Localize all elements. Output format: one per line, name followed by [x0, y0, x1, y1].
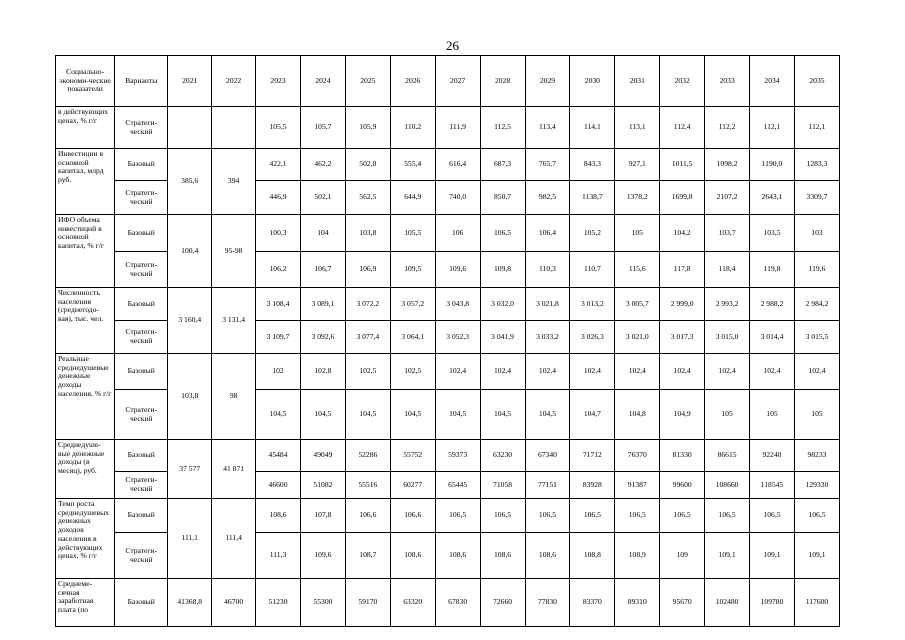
value-cell: 3 017,3	[660, 321, 705, 354]
value-cell: 462,2	[300, 149, 345, 181]
value-cell: 3 026,3	[570, 321, 615, 354]
value-cell: 111,9	[435, 107, 480, 149]
value-cell: 3 033,2	[525, 321, 570, 354]
value-cell: 112,1	[794, 107, 839, 149]
value-cell: 3 021,8	[525, 288, 570, 321]
value-cell: 102,5	[390, 354, 435, 390]
header-year: 2032	[660, 56, 705, 107]
value-cell: 63320	[390, 579, 435, 627]
value-cell: 616,4	[435, 149, 480, 181]
header-year: 2035	[794, 56, 839, 107]
shared-value-cell: 385,6	[168, 149, 212, 215]
shared-value-cell: 111,1	[168, 499, 212, 579]
value-cell: 102,4	[435, 354, 480, 390]
shared-value-cell: 100,4	[168, 215, 212, 288]
indicator-cell: Темп роста среднедушевых денежных доходов населения в действующих ценах, % г/г	[56, 499, 115, 579]
value-cell: 3 041,9	[480, 321, 525, 354]
value-cell: 103	[794, 215, 839, 252]
value-cell: 102,4	[794, 354, 839, 390]
header-row	[56, 56, 840, 107]
value-cell: 104,5	[525, 390, 570, 440]
value-cell: 81330	[660, 440, 705, 472]
value-cell: 1378,2	[615, 181, 660, 215]
value-cell: 105,5	[256, 107, 301, 149]
variant-cell: Стратеги-ческий	[115, 107, 168, 149]
value-cell: 644,9	[390, 181, 435, 215]
value-cell: 77830	[525, 579, 570, 627]
value-cell: 765,7	[525, 149, 570, 181]
value-cell: 3 057,2	[390, 288, 435, 321]
value-cell: 107,8	[300, 499, 345, 533]
value-cell: 3309,7	[794, 181, 839, 215]
value-cell: 102,4	[660, 354, 705, 390]
value-cell: 104,5	[390, 390, 435, 440]
value-cell: 106,5	[480, 215, 525, 252]
header-year: 2025	[345, 56, 390, 107]
value-cell: 83370	[570, 579, 615, 627]
value-cell: 3 005,7	[615, 288, 660, 321]
header-indicator: Социально-экономи-ческие показатели	[56, 56, 115, 107]
indicator-cell: Среднедуше-вые денежные доходы (в месяц), руб.	[56, 440, 115, 499]
value-cell: 104	[300, 215, 345, 252]
table-row	[56, 499, 840, 533]
shared-value-cell: 3 131,4	[212, 288, 256, 354]
value-cell: 105	[615, 215, 660, 252]
header-year: 2026	[390, 56, 435, 107]
value-cell: 109,6	[435, 252, 480, 288]
table-row	[56, 440, 840, 472]
value-cell: 108,6	[435, 533, 480, 579]
value-cell: 111,3	[256, 533, 301, 579]
value-cell: 117,8	[660, 252, 705, 288]
value-cell: 55300	[300, 579, 345, 627]
value-cell: 109	[660, 533, 705, 579]
value-cell: 67340	[525, 440, 570, 472]
value-cell: 99600	[660, 472, 705, 499]
header-year: 2029	[525, 56, 570, 107]
value-cell: 3 043,8	[435, 288, 480, 321]
value-cell: 83928	[570, 472, 615, 499]
shared-value-cell: 111,4	[212, 499, 256, 579]
value-cell: 104,2	[660, 215, 705, 252]
shared-value-cell: 98	[212, 354, 256, 440]
value-cell: 850,7	[480, 181, 525, 215]
value-cell: 104,5	[480, 390, 525, 440]
value-cell: 1699,8	[660, 181, 705, 215]
header-year: 2033	[705, 56, 750, 107]
value-cell: 446,9	[256, 181, 301, 215]
value-cell: 51230	[256, 579, 301, 627]
value-cell: 104,5	[256, 390, 301, 440]
value-cell: 119,8	[750, 252, 795, 288]
value-cell: 60277	[390, 472, 435, 499]
value-cell: 3 014,4	[750, 321, 795, 354]
value-cell: 113,4	[525, 107, 570, 149]
value-cell: 106,5	[615, 499, 660, 533]
shared-value-cell: 41 871	[212, 440, 256, 499]
value-cell: 106,5	[750, 499, 795, 533]
value-cell: 105,9	[345, 107, 390, 149]
value-cell: 106,5	[525, 499, 570, 533]
indicator-cell: в действующих ценах, % г/г	[56, 107, 115, 149]
value-cell: 3 108,4	[256, 288, 301, 321]
value-cell: 105	[750, 390, 795, 440]
variant-cell: Базовый	[115, 440, 168, 472]
shared-value-cell: 394	[212, 149, 256, 215]
value-cell: 1098,2	[705, 149, 750, 181]
variant-cell: Базовый	[115, 579, 168, 627]
value-cell: 106,9	[345, 252, 390, 288]
value-cell: 3 092,6	[300, 321, 345, 354]
value-cell: 108,7	[345, 533, 390, 579]
value-cell: 103,8	[345, 215, 390, 252]
value-cell: 108,8	[570, 533, 615, 579]
value-cell: 72660	[480, 579, 525, 627]
variant-cell: Стратеги-ческий	[115, 252, 168, 288]
value-cell: 109,8	[480, 252, 525, 288]
value-cell: 67830	[435, 579, 480, 627]
value-cell: 562,5	[345, 181, 390, 215]
value-cell: 1190,0	[750, 149, 795, 181]
value-cell: 106,6	[345, 499, 390, 533]
value-cell: 102,4	[480, 354, 525, 390]
value-cell: 104,9	[660, 390, 705, 440]
value-cell: 110,3	[525, 252, 570, 288]
value-cell: 104,5	[345, 390, 390, 440]
value-cell: 106,5	[435, 499, 480, 533]
value-cell: 106,5	[794, 499, 839, 533]
header-variant: Варианты	[115, 56, 168, 107]
value-cell: 108,9	[615, 533, 660, 579]
value-cell: 2107,2	[705, 181, 750, 215]
value-cell: 109,5	[390, 252, 435, 288]
value-cell: 100,3	[256, 215, 301, 252]
value-cell: 92240	[750, 440, 795, 472]
value-cell: 103,5	[750, 215, 795, 252]
value-cell: 109,1	[705, 533, 750, 579]
value-cell: 65445	[435, 472, 480, 499]
value-cell: 103,7	[705, 215, 750, 252]
page-number: 26	[446, 38, 459, 53]
value-cell: 45484	[256, 440, 301, 472]
value-cell: 109,6	[300, 533, 345, 579]
value-cell: 109780	[750, 579, 795, 627]
value-cell: 502,8	[345, 149, 390, 181]
variant-cell: Базовый	[115, 149, 168, 181]
header-year: 2022	[212, 56, 256, 107]
header-year: 2027	[435, 56, 480, 107]
value-cell: 52286	[345, 440, 390, 472]
value-cell: 46700	[212, 579, 256, 627]
value-cell: 112,5	[480, 107, 525, 149]
value-cell: 76370	[615, 440, 660, 472]
value-cell: 41368,8	[168, 579, 212, 627]
value-cell: 3 032,0	[480, 288, 525, 321]
value-cell: 104,7	[570, 390, 615, 440]
value-cell: 51082	[300, 472, 345, 499]
value-cell: 740,0	[435, 181, 480, 215]
value-cell: 102,4	[705, 354, 750, 390]
value-cell: 982,5	[525, 181, 570, 215]
indicator-cell: Среднеме-сячная заработная плата (по	[56, 579, 115, 627]
variant-cell: Стратеги-ческий	[115, 533, 168, 579]
value-cell: 105,5	[390, 215, 435, 252]
variant-cell: Стратеги-ческий	[115, 472, 168, 499]
indicators-table	[55, 55, 840, 627]
value-cell: 3 015,0	[705, 321, 750, 354]
value-cell: 102,4	[615, 354, 660, 390]
value-cell: 3 021,0	[615, 321, 660, 354]
value-cell: 113,1	[615, 107, 660, 149]
value-cell: 89310	[615, 579, 660, 627]
table-row	[56, 288, 840, 321]
value-cell: 687,3	[480, 149, 525, 181]
indicator-cell: Реальные среднедушевые денежные доходы населения, % г/г	[56, 354, 115, 440]
header-year: 2024	[300, 56, 345, 107]
variant-cell: Базовый	[115, 215, 168, 252]
value-cell: 104,8	[615, 390, 660, 440]
value-cell: 112,2	[705, 107, 750, 149]
value-cell: 55516	[345, 472, 390, 499]
value-cell: 91387	[615, 472, 660, 499]
header-year: 2028	[480, 56, 525, 107]
value-cell: 106,5	[705, 499, 750, 533]
variant-cell: Базовый	[115, 499, 168, 533]
value-cell: 502,1	[300, 181, 345, 215]
value-cell: 102,8	[300, 354, 345, 390]
value-cell: 843,3	[570, 149, 615, 181]
value-cell: 86615	[705, 440, 750, 472]
value-cell: 1011,5	[660, 149, 705, 181]
value-cell: 59373	[435, 440, 480, 472]
indicator-cell: ИФО объема инвестиций в основной капитал, % г/г	[56, 215, 115, 288]
shared-value-cell: 103,8	[168, 354, 212, 440]
value-cell: 110,2	[390, 107, 435, 149]
value-cell: 49049	[300, 440, 345, 472]
value-cell: 105,7	[300, 107, 345, 149]
value-cell: 71058	[480, 472, 525, 499]
value-cell: 106,5	[570, 499, 615, 533]
value-cell: 55752	[390, 440, 435, 472]
value-cell: 3 109,7	[256, 321, 301, 354]
header-year: 2030	[570, 56, 615, 107]
variant-cell: Стратеги-ческий	[115, 181, 168, 215]
value-cell	[168, 107, 212, 149]
shared-value-cell: 95-98	[212, 215, 256, 288]
value-cell: 102,4	[525, 354, 570, 390]
value-cell: 102480	[705, 579, 750, 627]
value-cell: 105	[794, 390, 839, 440]
value-cell: 108,6	[256, 499, 301, 533]
value-cell: 3 015,5	[794, 321, 839, 354]
value-cell: 555,4	[390, 149, 435, 181]
value-cell: 2 999,0	[660, 288, 705, 321]
value-cell: 106,7	[300, 252, 345, 288]
value-cell: 108,6	[525, 533, 570, 579]
value-cell: 117600	[794, 579, 839, 627]
variant-cell: Базовый	[115, 288, 168, 321]
value-cell: 106,2	[256, 252, 301, 288]
variant-cell: Базовый	[115, 354, 168, 390]
value-cell: 98233	[794, 440, 839, 472]
value-cell: 109,1	[794, 533, 839, 579]
value-cell: 1138,7	[570, 181, 615, 215]
shared-value-cell: 3 160,4	[168, 288, 212, 354]
table-row	[56, 354, 840, 390]
value-cell: 3 064,1	[390, 321, 435, 354]
value-cell: 119,6	[794, 252, 839, 288]
value-cell: 108,6	[390, 533, 435, 579]
value-cell: 3 072,2	[345, 288, 390, 321]
value-cell: 102	[256, 354, 301, 390]
value-cell: 104,5	[435, 390, 480, 440]
value-cell: 106	[435, 215, 480, 252]
value-cell: 105,2	[570, 215, 615, 252]
value-cell: 3 089,1	[300, 288, 345, 321]
value-cell: 102,4	[570, 354, 615, 390]
value-cell: 77151	[525, 472, 570, 499]
table-row	[56, 215, 840, 252]
value-cell: 59170	[345, 579, 390, 627]
value-cell: 102,5	[345, 354, 390, 390]
value-cell: 104,5	[300, 390, 345, 440]
variant-cell: Стратеги-ческий	[115, 390, 168, 440]
shared-value-cell: 37 577	[168, 440, 212, 499]
value-cell: 106,5	[660, 499, 705, 533]
value-cell: 3 013,2	[570, 288, 615, 321]
value-cell: 102,4	[750, 354, 795, 390]
header-year: 2021	[168, 56, 212, 107]
value-cell: 106,5	[480, 499, 525, 533]
value-cell: 106,6	[390, 499, 435, 533]
header-year: 2023	[256, 56, 301, 107]
variant-cell: Стратеги-ческий	[115, 321, 168, 354]
table-row	[56, 579, 840, 627]
value-cell: 118545	[750, 472, 795, 499]
value-cell: 108660	[705, 472, 750, 499]
value-cell: 927,1	[615, 149, 660, 181]
value-cell: 2643,1	[750, 181, 795, 215]
value-cell: 110,7	[570, 252, 615, 288]
value-cell: 115,6	[615, 252, 660, 288]
value-cell: 2 988,2	[750, 288, 795, 321]
value-cell: 71712	[570, 440, 615, 472]
header-year: 2034	[750, 56, 795, 107]
table-row	[56, 149, 840, 181]
value-cell: 109,1	[750, 533, 795, 579]
value-cell: 105	[705, 390, 750, 440]
value-cell: 95670	[660, 579, 705, 627]
value-cell: 129330	[794, 472, 839, 499]
value-cell: 1283,3	[794, 149, 839, 181]
indicator-cell: Инвестиции в основной капитал, млрд руб.	[56, 149, 115, 215]
value-cell: 112,4	[660, 107, 705, 149]
value-cell: 422,1	[256, 149, 301, 181]
value-cell: 63230	[480, 440, 525, 472]
value-cell: 3 052,3	[435, 321, 480, 354]
table-row	[56, 107, 840, 149]
value-cell: 46600	[256, 472, 301, 499]
value-cell: 3 077,4	[345, 321, 390, 354]
value-cell: 2 993,2	[705, 288, 750, 321]
value-cell: 114,1	[570, 107, 615, 149]
value-cell: 112,1	[750, 107, 795, 149]
header-year: 2031	[615, 56, 660, 107]
value-cell	[212, 107, 256, 149]
value-cell: 108,6	[480, 533, 525, 579]
value-cell: 2 984,2	[794, 288, 839, 321]
indicator-cell: Численность населения (среднегодо-вая), тыс. чел.	[56, 288, 115, 354]
value-cell: 106,4	[525, 215, 570, 252]
value-cell: 118,4	[705, 252, 750, 288]
